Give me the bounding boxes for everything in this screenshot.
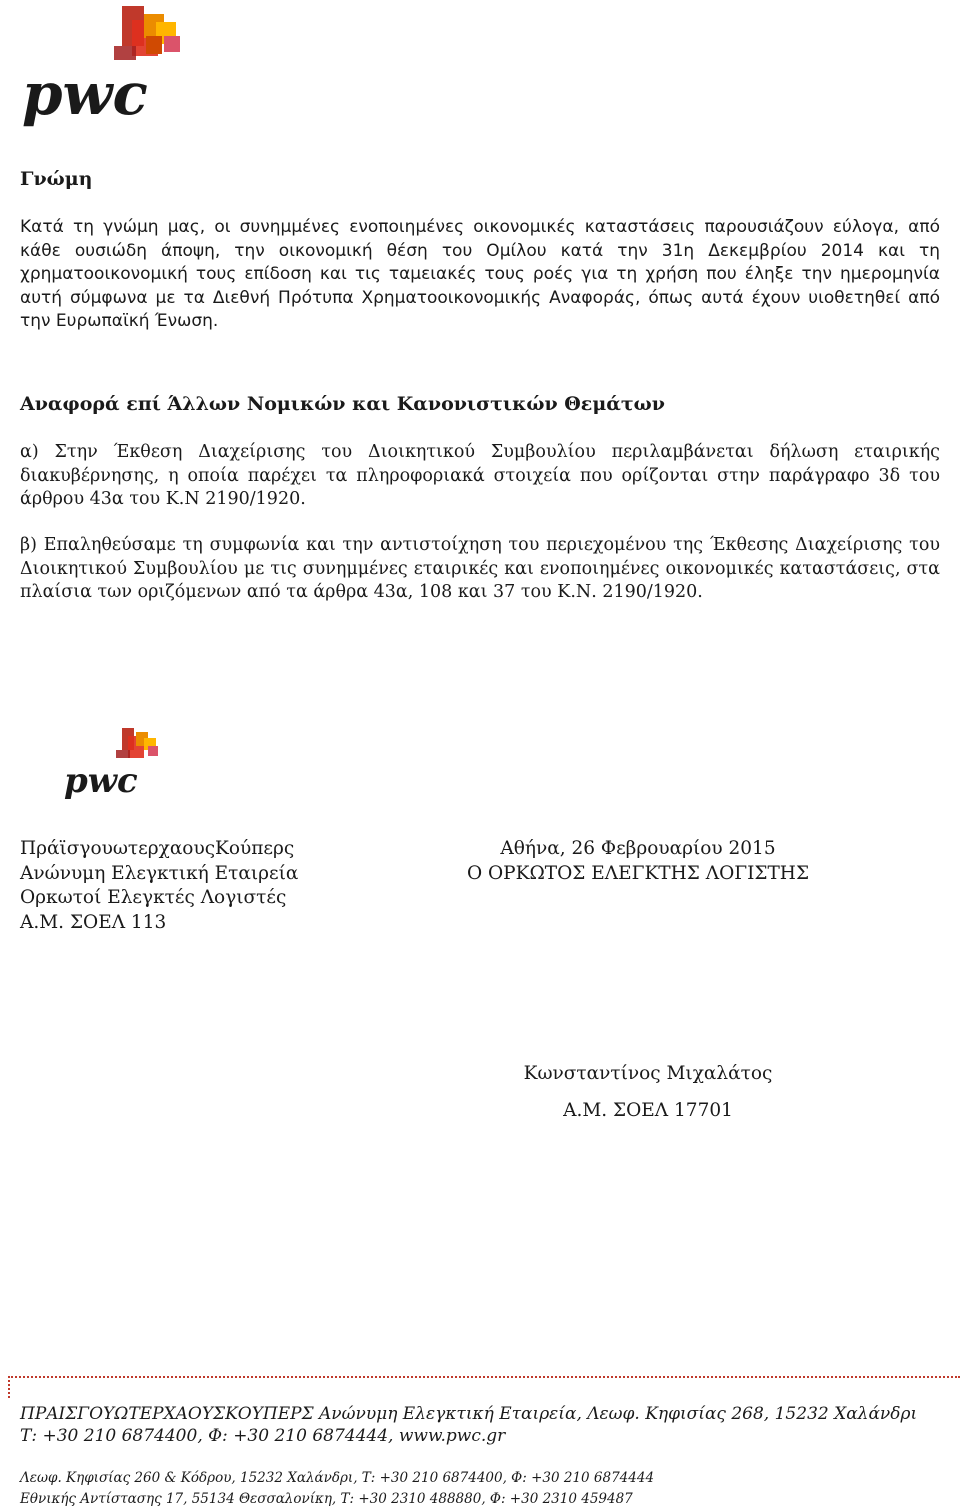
- legal-item-a: [20, 441, 940, 512]
- signature-header: [448, 837, 828, 886]
- firm-type: Ανώνυμη Ελεγκτική Εταιρεία: [20, 862, 299, 884]
- pwc-logo-mark: [22, 6, 182, 128]
- pwc-logo-top: [22, 6, 182, 128]
- legal-heading: Αναφορά επί Άλλων Νομικών και Κανονιστικών Θεμάτων: [20, 393, 665, 415]
- pwc-wordmark: pwc: [22, 60, 148, 128]
- pwc-logo-middle: [64, 726, 164, 802]
- opinion-heading: Γνώμη: [20, 168, 93, 190]
- opinion-paragraph: [20, 216, 940, 334]
- footer-address-athens: Λεωφ. Κηφισίας 260 & Κόδρου, 15232 Χαλάνδρι, Τ: +30 210 6874400, Φ: +30 210 6874444: [20, 1470, 655, 1486]
- firm-name: ΠράϊσγουωτερχαουςΚούπερς: [20, 838, 295, 859]
- legal-item-b-text: β) Επαληθεύσαμε τη συμφωνία και την αντιστοίχηση του περιεχομένου της Έκθεσης Διαχείρισης του Διοικητικού Συμβουλίου με τις συνημμένες εταιρικές και ενοποιημένες οικονομικές καταστάσεις, στα πλαίσια των οριζόμενων από τα άρθρα 43α, 108 και 37 του Κ.Ν. 2190/1920.: [20, 535, 940, 602]
- footer-address-thessaloniki: Εθνικής Αντίστασης 17, 55134 Θεσσαλονίκη, Τ: +30 2310 488880, Φ: +30 2310 459487: [20, 1491, 633, 1507]
- auditor-title: Ο ΟΡΚΩΤΟΣ ΕΛΕΓΚΤΗΣ ΛΟΓΙΣΤΗΣ: [466, 862, 810, 884]
- pwc-wordmark-small: pwc: [64, 761, 138, 801]
- footer-divider: [8, 1376, 960, 1378]
- firm-block: [20, 837, 298, 935]
- firm-role: Ορκωτοί Ελεγκτές Λογιστές: [20, 887, 287, 908]
- opinion-text: Κατά τη γνώμη μας, οι συνημμένες ενοποιημένες οικονομικές καταστάσεις παρουσιάζουν εύλογα, από κάθε ουσιώδη άποψη, την οικονομική θέση του Ομίλου κατά την 31η Δεκεμβρίου 2014 και τη χρηματοοικονομική τους επίδοση και τις ταμειακές τους ροές για τη χρήση που έληξε την ημερομηνία αυτή σύμφωνα με τα Διεθνή Πρότυπα Χρηματοοικονομικής Αναφοράς, όπως αυτά έχουν υιοθετηθεί από την Ευρωπαϊκή Ένωση.: [20, 217, 940, 331]
- legal-item-b: [20, 534, 940, 605]
- auditor-registration: Α.Μ. ΣΟΕΛ 17701: [563, 1100, 733, 1121]
- footer-company-line: ΠΡΑΙΣΓΟΥΩΤΕΡΧΑΟΥΣΚΟΥΠΕΡΣ Ανώνυμη Ελεγκτική Εταιρεία, Λεωφ. Κηφισίας 268, 15232 Χαλάνδρι: [20, 1404, 918, 1424]
- legal-item-a-text: α) Στην Έκθεση Διαχείρισης του Διοικητικού Συμβουλίου περιλαμβάνεται δήλωση εταιρικής διακυβέρνησης, η οποία παρέχει τα πληροφοριακά στοιχεία που ορίζονται στην παράγραφο 3δ του άρθρου 43α του Κ.Ν 2190/1920.: [20, 442, 940, 509]
- pwc-logo-mark-small: [64, 726, 164, 802]
- signature-block: [498, 1055, 798, 1129]
- firm-registration: Α.Μ. ΣΟΕΛ 113: [20, 911, 167, 933]
- footer-contact-line: Τ: +30 210 6874400, Φ: +30 210 6874444, www.pwc.gr: [20, 1426, 506, 1446]
- auditor-name: Κωνσταντίνος Μιχαλάτος: [523, 1063, 773, 1084]
- footer-divider-left: [8, 1376, 10, 1398]
- place-date: Αθήνα, 26 Φεβρουαρίου 2015: [500, 838, 776, 859]
